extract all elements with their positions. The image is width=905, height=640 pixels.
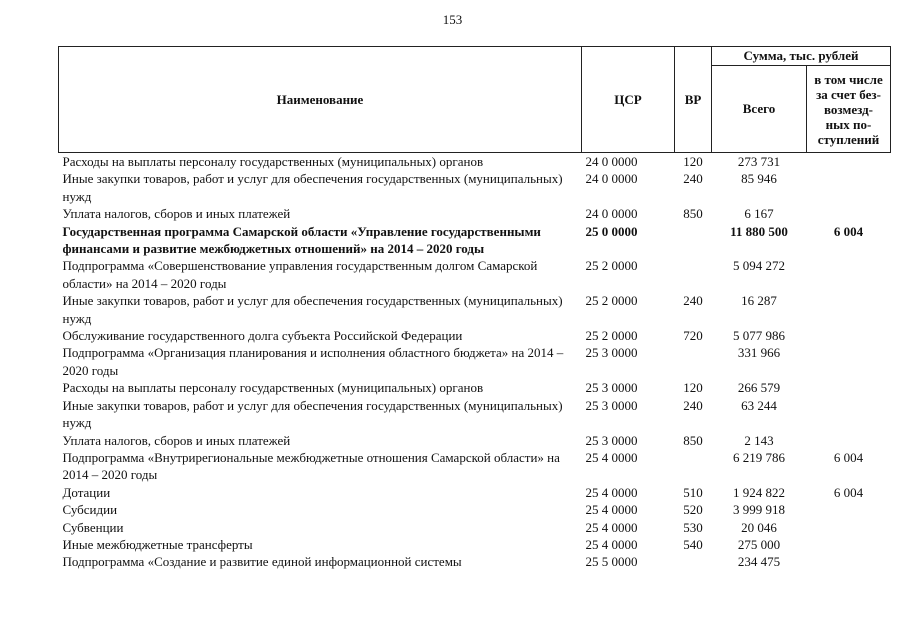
table-row [59,327,891,344]
row-csr-cell: 24 0 0000 [585,206,638,222]
row-vr-cell: 240 [683,171,703,187]
table-row [59,432,891,449]
row-name-cell: Иные закупки товаров, работ и услуг для обеспечения государственных (муниципальных) нужд [62,171,563,204]
row-vr-cell: 850 [683,206,703,222]
table-row [59,379,891,396]
row-csr-cell: 25 5 0000 [585,554,638,570]
row-name-cell: Уплата налогов, сборов и иных платежей [62,432,291,448]
header-free-line: ных по- [825,116,872,132]
table-row [59,223,891,258]
row-free-cell [807,327,891,344]
row-csr-cell: 25 2 0000 [585,328,638,344]
row-csr-cell: 25 4 0000 [585,502,638,518]
row-total-cell: 5 094 272 [733,258,785,274]
row-total-cell: 275 000 [737,536,781,552]
row-total-cell: 331 966 [737,345,781,361]
row-name-cell: Дотации [62,484,111,500]
row-free-cell [807,292,891,327]
row-name-cell: Субсидии [62,502,118,518]
header-free [807,66,891,153]
row-csr-cell: 25 3 0000 [585,397,638,413]
row-total-cell: 5 077 986 [733,328,785,344]
row-csr-cell: 25 4 0000 [585,536,638,552]
table-row [59,449,891,484]
table-row [59,536,891,553]
table-row [59,153,891,171]
row-csr-cell: 25 4 0000 [585,484,638,500]
row-vr-cell: 530 [683,519,703,535]
row-name-cell: Обслуживание государственного долга субъекта Российской Федерации [62,328,463,344]
header-free-line: за счет без- [816,86,881,102]
row-free-cell [807,432,891,449]
row-vr-cell [675,344,712,379]
row-csr-cell: 25 4 0000 [585,449,638,465]
table-row [59,292,891,327]
row-vr-cell: 510 [683,484,703,500]
row-name-cell: Уплата налогов, сборов и иных платежей [62,206,291,222]
table-header [59,47,891,153]
row-free-cell [807,344,891,379]
header-csr: ЦСР [582,47,675,153]
row-total-cell: 6 167 [744,206,774,222]
row-csr-cell: 25 3 0000 [585,432,638,448]
row-name-cell: Подпрограмма «Создание и развитие единой информационной системы [62,554,462,570]
table-row [59,519,891,536]
row-vr-cell: 240 [683,397,703,413]
row-total-cell: 63 244 [741,397,777,413]
header-name: Наименование [59,47,582,153]
table-row [59,205,891,222]
header-free-line: ступлений [817,131,880,147]
row-total-cell: 20 046 [741,519,777,535]
row-csr-cell: 25 2 0000 [585,293,638,309]
row-csr-cell: 24 0 0000 [585,171,638,187]
row-name-cell: Подпрограмма «Внутрирегиональные межбюджетные отношения Самарской области» на 2014 – 2020 годы [62,449,560,483]
row-name-cell: Подпрограмма «Совершенствование управления государственным долгом Самарской области» на 2014 – 2020 годы [62,258,538,291]
row-vr-cell: 850 [683,432,703,448]
row-vr-cell: 720 [683,328,703,344]
row-name-cell: Иные закупки товаров, работ и услуг для обеспечения государственных (муниципальных) нужд [62,397,563,431]
row-vr-cell: 520 [683,502,703,518]
row-total-cell: 3 999 918 [733,502,785,518]
row-vr-cell: 540 [683,536,703,552]
row-vr-cell [675,257,712,292]
row-total-cell: 2 143 [744,432,774,448]
row-total-cell: 273 731 [737,154,781,169]
table-row [59,344,891,379]
header-vr: ВР [675,47,712,153]
row-csr-cell: 25 3 0000 [585,380,638,396]
row-csr-cell: 24 0 0000 [585,154,638,169]
row-free-cell: 6 004 [833,223,864,239]
table-row [59,170,891,205]
row-vr-cell [675,449,712,484]
row-total-cell: 11 880 500 [730,223,788,239]
row-free-cell [807,205,891,222]
header-free-line: в том числе [814,71,883,87]
row-vr-cell [675,223,712,258]
row-total-cell: 85 946 [741,171,777,187]
row-name-cell: Подпрограмма «Организация планирования и исполнения областного бюджета» на 2014 – 2020 годы [62,345,564,378]
row-csr-cell: 25 0 0000 [585,223,638,239]
row-free-cell [807,379,891,396]
row-free-cell [807,553,891,570]
row-vr-cell [675,553,712,570]
row-name-cell: Иные межбюджетные трансферты [62,536,253,552]
row-vr-cell: 120 [683,380,703,396]
row-total-cell: 266 579 [737,380,781,396]
row-vr-cell: 240 [683,293,703,309]
header-total: Всего [712,66,807,153]
row-name-cell: Расходы на выплаты персоналу государственных (муниципальных) органов [62,154,484,169]
page-number: 153 [442,12,463,27]
row-name-cell: Расходы на выплаты персоналу государственных (муниципальных) органов [62,380,484,396]
row-free-cell: 6 004 [833,484,864,500]
row-name-cell: Государственная программа Самарской области «Управление государственными финансами и развитие межбюджетных отношений» на 2014 – 2020 годы [62,223,541,257]
table-row [59,397,891,432]
row-csr-cell: 25 3 0000 [585,345,638,361]
row-total-cell: 6 219 786 [733,449,785,465]
row-vr-cell: 120 [683,154,703,169]
table-row [59,553,891,570]
row-free-cell: 6 004 [833,449,864,465]
table-row [59,501,891,518]
row-free-cell [807,501,891,518]
budget-table [58,46,891,571]
row-total-cell: 234 475 [737,554,781,570]
header-sum: Сумма, тыс. рублей [712,47,891,66]
table-row [59,484,891,501]
row-total-cell: 16 287 [741,293,777,309]
row-free-cell [807,257,891,292]
table-body [59,153,891,571]
row-total-cell: 1 924 822 [733,484,785,500]
header-free-line: возмезд- [824,101,873,117]
row-csr-cell: 25 4 0000 [585,519,638,535]
row-csr-cell: 25 2 0000 [585,258,638,274]
row-free-cell [807,536,891,553]
row-free-cell [807,397,891,432]
row-name-cell: Иные закупки товаров, работ и услуг для обеспечения государственных (муниципальных) нужд [62,293,563,326]
row-free-cell [807,519,891,536]
row-free-cell [807,153,891,171]
row-free-cell [807,170,891,205]
row-name-cell: Субвенции [62,519,124,535]
table-row [59,257,891,292]
